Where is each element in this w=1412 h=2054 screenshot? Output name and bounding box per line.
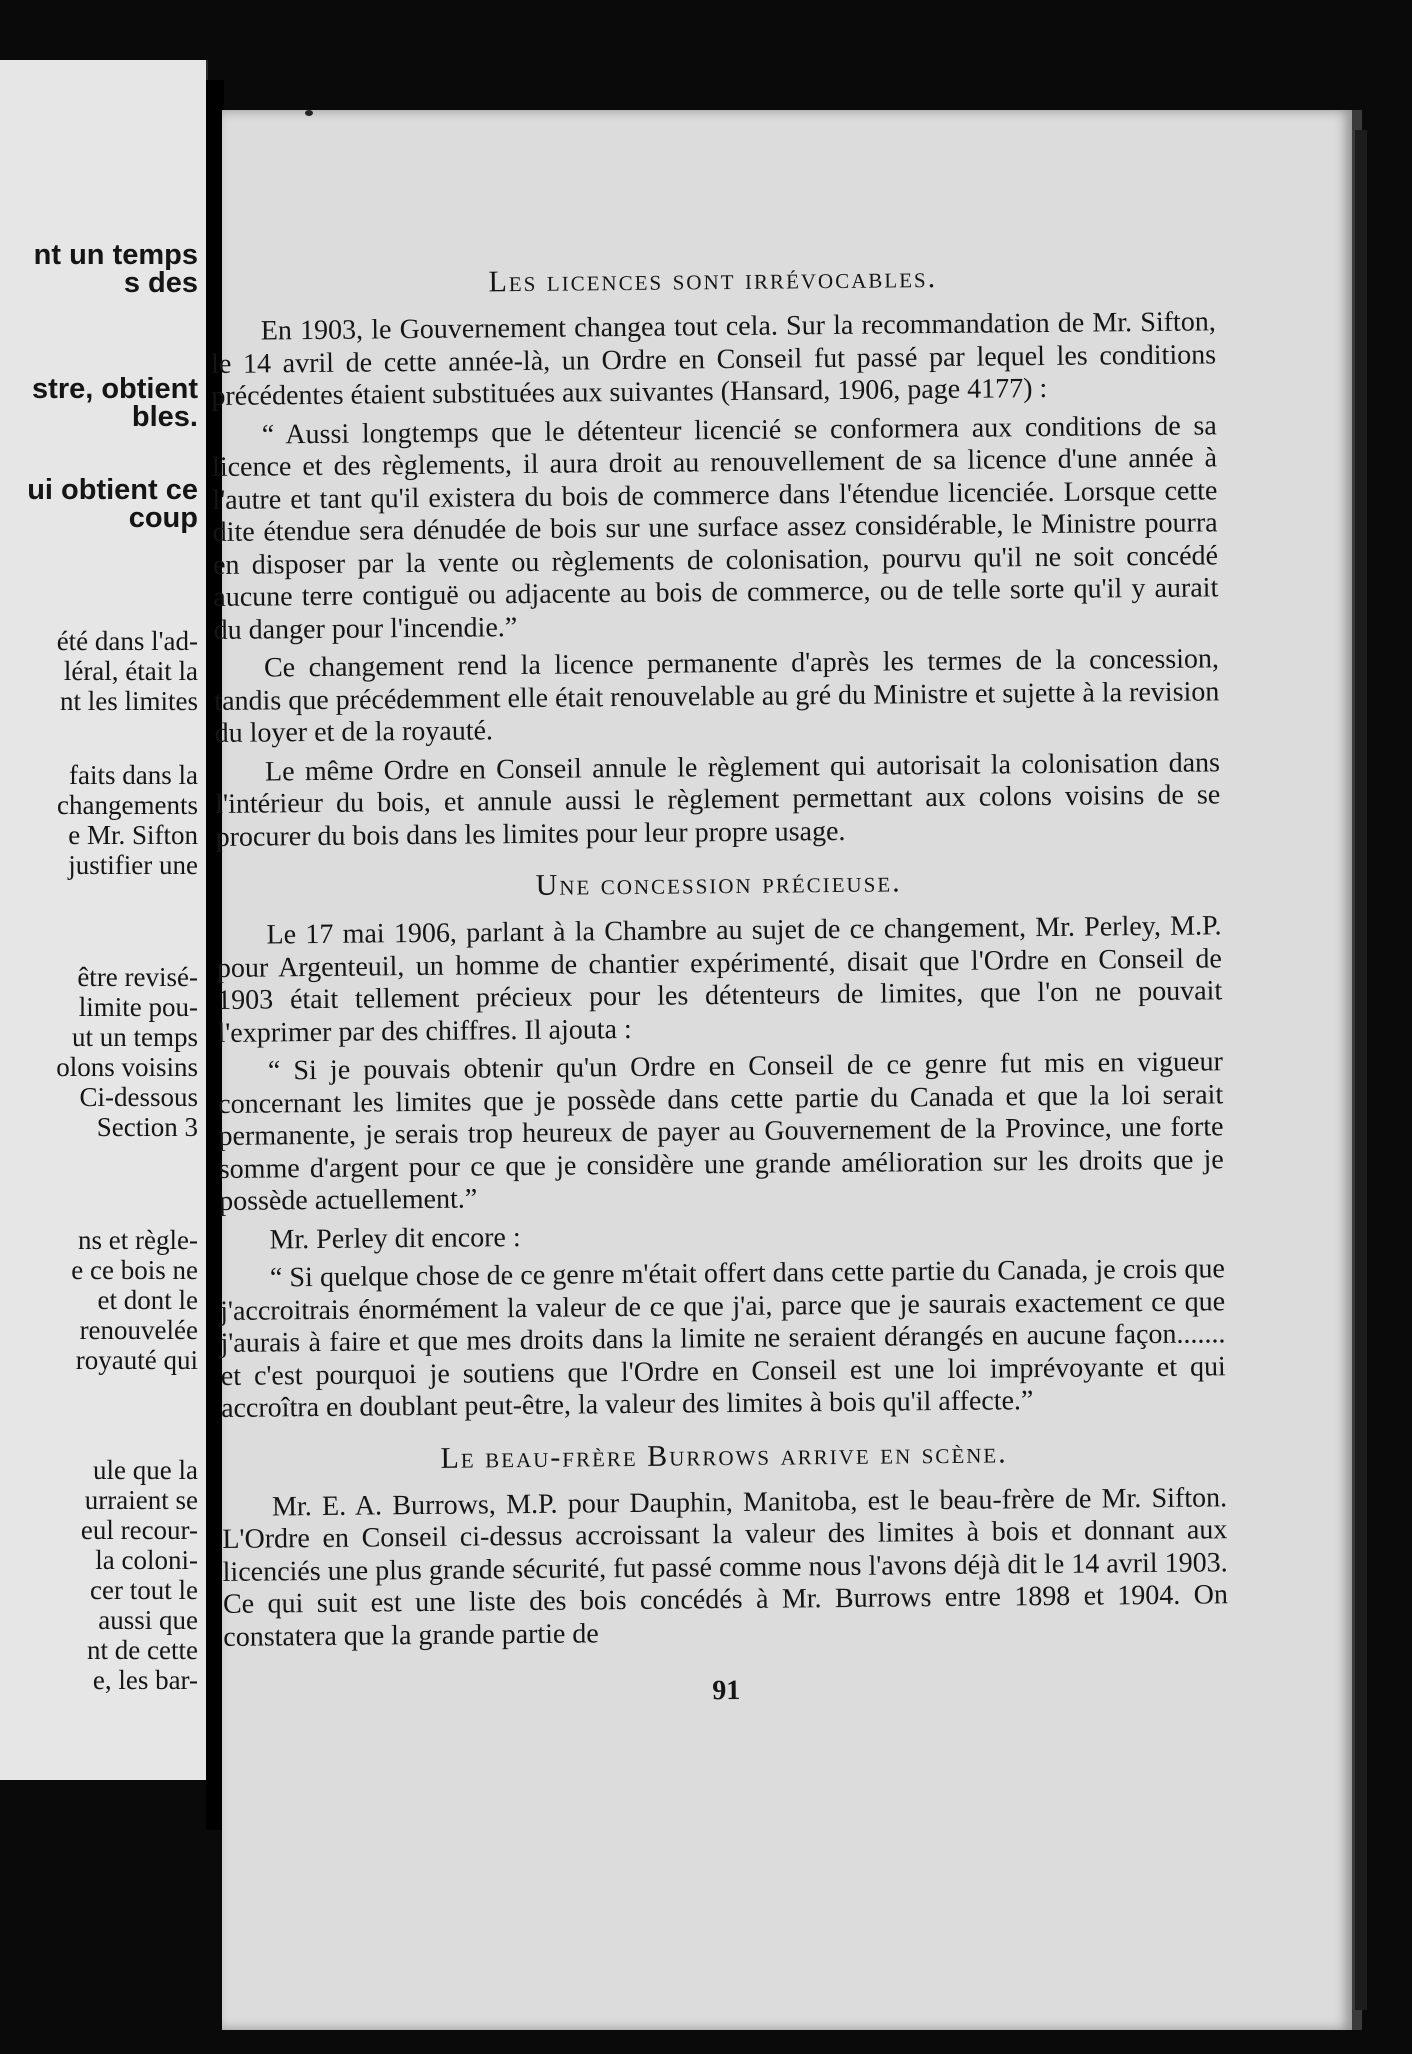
- paragraph-colonisation: Le même Ordre en Conseil annule le règlement qui autorisait la colonisation dans l'intérieur du bois, et annule aussi le règlement permettant aux colons voisins de se procurer du bois dans les limites pour leur propre usage.: [215, 746, 1221, 853]
- left-page-line: la coloni-: [95, 1545, 198, 1575]
- left-page-line: et dont le: [97, 1285, 198, 1315]
- left-page-line: e Mr. Sifton: [68, 820, 198, 850]
- left-page-line: bles.: [131, 401, 198, 433]
- left-page-line: été dans l'ad-: [56, 626, 198, 656]
- quote-regulation: “ Aussi longtemps que le détenteur licencié se conformera aux conditions de sa licence et des règlements, il aura droit au renouvellement de sa licence d'une année à l'autre et tant qu'il existera du bois de commerce dans l'étendue licenciée. Lorsque cette dite étendue sera dénudée de bois sur une surface assez considérable, le Ministre pourra en disposer par la vente ou règlements de colonisation, pourvu qu'il ne soit concédé aucune terre contiguë ou adjacente au bois de commerce, ou de telle sorte qu'il y aurait du danger pour l'incendie.”: [211, 409, 1219, 646]
- paragraph-1903-change: En 1903, le Gouvernement changea tout cela. Sur la recommandation de Mr. Sifton, le 14 avril de cette année-là, un Ordre en Conseil fut passé par lequel les conditions précédentes étaient substituées aux suivantes (Hansard, 1906, page 4177) :: [210, 306, 1217, 412]
- left-page-line: s des: [123, 267, 198, 299]
- page-number: 91: [712, 1674, 741, 1707]
- left-page-line: olons voisins: [56, 1052, 198, 1082]
- left-page-line: être revisé-: [77, 962, 198, 992]
- section-heading-burrows: Le beau-frère Burrows arrive en scène.: [440, 1435, 1008, 1475]
- left-page-line: ut un temps: [72, 1022, 198, 1052]
- left-page-line: cer tout le: [90, 1575, 198, 1605]
- left-page-line: aussi que: [98, 1605, 198, 1635]
- page-edge: [1355, 130, 1367, 2010]
- left-page-line: eul recour-: [80, 1515, 198, 1545]
- paragraph-permanent-licence: Ce changement rend la licence permanente d'après les termes de la concession, tandis que précédemment elle était renouvelable au gré du Ministre et sujette à la revision du loyer et de la royauté.: [214, 643, 1220, 749]
- left-page-fragment: [0, 60, 208, 1780]
- left-page-line: limite pou-: [78, 992, 198, 1022]
- left-page-line: Section 3: [96, 1112, 198, 1142]
- left-page-line: léral, était la: [63, 656, 198, 686]
- left-page-line: stre, obtient: [32, 373, 198, 405]
- left-page-line: e, les bar-: [92, 1665, 198, 1695]
- paragraph-perley-continues: Mr. Perley dit encore :: [269, 1221, 521, 1255]
- left-page-line: nt les limites: [60, 686, 198, 716]
- left-page-line: justifier une: [68, 850, 198, 880]
- ink-smudge: [305, 110, 313, 116]
- section-heading-concession: Une concession précieuse.: [535, 865, 902, 902]
- page-text: [210, 240, 1229, 1712]
- quote-perley-1: “ Si je pouvais obtenir qu'un Ordre en Conseil de ce genre fut mis en vigueur concernant les limites que je possède dans cette partie du Canada et que la loi serait permanente, je serais trop heureux de payer au Gouvernement de la Province, une forte somme d'argent pour ce que je considère une grande amélioration sur les droits que je possède actuellement.”: [218, 1046, 1224, 1217]
- paragraph-perley: Le 17 mai 1906, parlant à la Chambre au sujet de ce changement, Mr. Perley, M.P. pour Argenteuil, un homme de chantier expérimenté, disait que l'Ordre en Conseil de 1903 était tellement précieux pour les détenteurs de limites, que l'on ne pouvait l'exprimer par des chiffres. Il ajouta :: [216, 910, 1223, 1049]
- left-page-line: coup: [128, 502, 198, 534]
- left-page-line: Ci-dessous: [79, 1082, 198, 1112]
- left-page-line: ule que la: [93, 1455, 198, 1485]
- left-page-line: nt de cette: [87, 1635, 198, 1665]
- left-page-line: changements: [57, 790, 198, 820]
- left-page-line: royauté qui: [75, 1345, 198, 1375]
- left-page-line: renouvelée: [79, 1315, 198, 1345]
- left-page-line: nt un temps: [33, 239, 198, 271]
- left-page-line: ui obtient ce: [27, 474, 198, 506]
- quote-perley-2: “ Si quelque chose de ce genre m'était offert dans cette partie du Canada, je crois que j'accroitrais énormément la valeur de ce que j'ai, parce que je saurais exactement ce que j'aurais à faire et que mes droits dans la limite ne seraient dérangés en aucune façon....... et c'est pourquoi je soutiens que l'Ordre en Conseil est une loi imprévoyante et qui accroîtra en doublant peut-être, la valeur des limites à bois qu'il affecte.”: [220, 1253, 1226, 1424]
- left-page-line: faits dans la: [69, 760, 198, 790]
- section-heading-licences: Les licences sont irrévocables.: [488, 261, 938, 299]
- left-page-line: e ce bois ne: [71, 1255, 198, 1285]
- left-page-line: ns et règle-: [78, 1225, 198, 1255]
- paragraph-burrows: Mr. E. A. Burrows, M.P. pour Dauphin, Manitoba, est le beau-frère de Mr. Sifton. L'Ordre en Conseil ci-dessus accroissant la valeur des limites à bois et donnant aux licenciés une plus grande sécurité, fut passé comme nous l'avons déjà dit le 14 avril 1903. Ce qui suit est une liste des bois concédés à Mr. Burrows entre 1898 et 1904. On constatera que la grande partie de: [222, 1481, 1229, 1653]
- left-page-line: urraient se: [84, 1485, 198, 1515]
